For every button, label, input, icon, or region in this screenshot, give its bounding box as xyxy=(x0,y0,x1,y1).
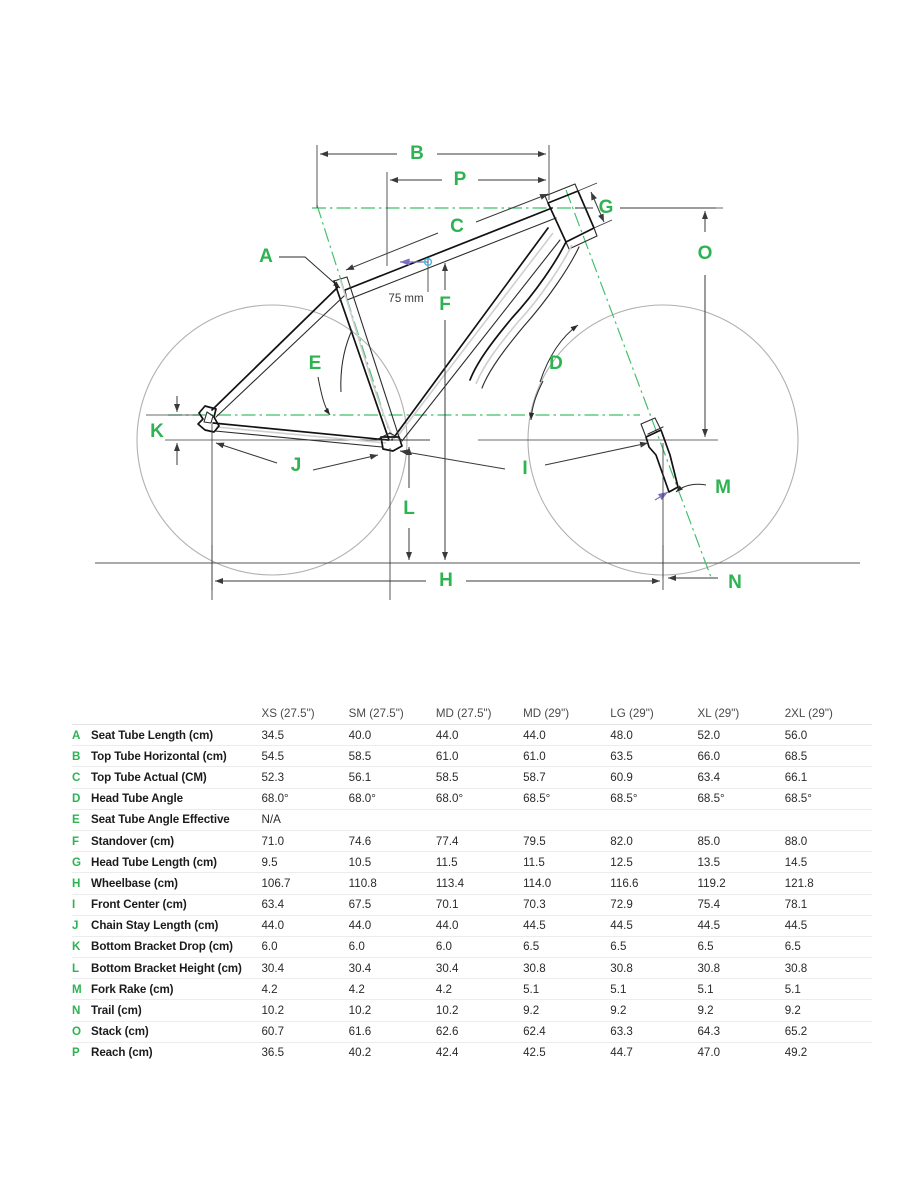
cell: 68.5° xyxy=(785,788,872,809)
dim-label-N: N xyxy=(728,572,742,594)
table-row xyxy=(72,830,872,851)
cell: 52.3 xyxy=(261,767,348,788)
row-label-i: Front Center (cm) xyxy=(91,894,261,915)
row-key-f: F xyxy=(72,830,91,851)
cell: 113.4 xyxy=(436,873,523,894)
cell: 9.2 xyxy=(610,1000,697,1021)
row-label-d: Head Tube Angle xyxy=(91,788,261,809)
e-arc xyxy=(341,330,352,392)
cell: 58.7 xyxy=(523,767,610,788)
row-label-a: Seat Tube Length (cm) xyxy=(91,725,261,746)
row-label-l: Bottom Bracket Height (cm) xyxy=(91,958,261,979)
cell: 40.0 xyxy=(349,725,436,746)
cell: 14.5 xyxy=(785,852,872,873)
g-ext-bottom xyxy=(594,220,612,228)
fork-leg-rear-edge xyxy=(482,247,579,388)
cell: 63.4 xyxy=(697,767,784,788)
geometry-table-container xyxy=(0,692,900,1063)
cell: 13.5 xyxy=(697,852,784,873)
dim-label-F: F xyxy=(439,294,451,316)
cell: 36.5 xyxy=(261,1046,285,1060)
column-header-xs-275: XS (27.5") xyxy=(261,692,348,725)
table-row xyxy=(72,873,872,894)
chain-stay xyxy=(213,423,388,440)
row-key-o: O xyxy=(72,1021,91,1042)
cell: 78.1 xyxy=(785,894,872,915)
cell: 66.1 xyxy=(785,767,872,788)
annotation-75mm: 75 mm xyxy=(388,293,424,305)
cell: 6.5 xyxy=(697,936,784,957)
cell: 5.1 xyxy=(785,979,872,1000)
d-arc-lower xyxy=(531,381,543,420)
table-row xyxy=(72,788,872,809)
cell: 68.0° xyxy=(261,788,348,809)
cell: 58.5 xyxy=(349,746,436,767)
cell: 49.2 xyxy=(784,1046,808,1060)
cell: 6.0 xyxy=(436,936,523,957)
m-angle-mark xyxy=(655,492,668,500)
cell: 30.4 xyxy=(349,958,436,979)
row-label-p: Reach (cm) xyxy=(91,1046,153,1060)
row-key-a: A xyxy=(72,725,91,746)
rear-dropout xyxy=(198,406,219,432)
head-tube xyxy=(548,191,594,242)
table-header-row xyxy=(72,692,872,725)
table-row xyxy=(72,1000,872,1021)
dim-label-G: G xyxy=(598,197,614,219)
table-row xyxy=(72,746,872,767)
column-header-sm-275: SM (27.5") xyxy=(349,692,436,725)
row-label-h: Wheelbase (cm) xyxy=(91,873,261,894)
cell: 44.5 xyxy=(610,915,697,936)
cell: 6.5 xyxy=(523,936,610,957)
cell: 5.1 xyxy=(610,979,697,1000)
down-tube-lower-edge xyxy=(402,240,560,441)
row-key-j: J xyxy=(72,915,91,936)
i-dim-right xyxy=(545,443,648,465)
row-key-p: P xyxy=(72,1046,80,1060)
cell: 88.0 xyxy=(785,830,872,851)
cell: 70.1 xyxy=(436,894,523,915)
cell: N/A xyxy=(261,809,348,830)
cell: 44.0 xyxy=(436,915,523,936)
row-label-b: Top Tube Horizontal (cm) xyxy=(91,746,261,767)
cell: 9.5 xyxy=(261,852,348,873)
cell: 62.4 xyxy=(523,1021,610,1042)
cell: 48.0 xyxy=(610,725,697,746)
cell: 60.9 xyxy=(610,767,697,788)
cell: 54.5 xyxy=(261,746,348,767)
row-label-n: Trail (cm) xyxy=(91,1000,261,1021)
row-label-k: Bottom Bracket Drop (cm) xyxy=(91,936,261,957)
cell: 10.2 xyxy=(261,1000,348,1021)
row-label-m: Fork Rake (cm) xyxy=(91,979,261,1000)
cell: 67.5 xyxy=(349,894,436,915)
table-row xyxy=(72,936,872,957)
dim-label-A: A xyxy=(259,246,273,268)
table-row xyxy=(72,979,872,1000)
table-row xyxy=(72,915,872,936)
cell: 5.1 xyxy=(523,979,610,1000)
table-row xyxy=(72,725,872,746)
cell: 110.8 xyxy=(349,873,436,894)
dim-label-K: K xyxy=(150,421,164,443)
cell: 44.0 xyxy=(349,915,436,936)
row-key-g: G xyxy=(72,852,91,873)
cell: 4.2 xyxy=(261,979,348,1000)
front-dropout xyxy=(646,430,678,492)
cell: 42.5 xyxy=(523,1046,546,1060)
cell: 63.3 xyxy=(610,1021,697,1042)
row-key-c: C xyxy=(72,767,91,788)
row-key-m: M xyxy=(72,979,91,1000)
cell: 44.5 xyxy=(785,915,872,936)
cell: 44.0 xyxy=(523,725,610,746)
cell: 30.8 xyxy=(697,958,784,979)
cell: 10.2 xyxy=(436,1000,523,1021)
cell: 30.4 xyxy=(261,958,348,979)
cell: 119.2 xyxy=(697,873,784,894)
cell: 40.2 xyxy=(348,1046,372,1060)
table-row xyxy=(72,1042,872,1063)
seat-tube-ghost xyxy=(340,279,394,440)
j-dim-line xyxy=(216,443,277,463)
cell: 12.5 xyxy=(610,852,697,873)
cell: 9.2 xyxy=(523,1000,610,1021)
cell: 61.0 xyxy=(523,746,610,767)
cell: 106.7 xyxy=(261,873,348,894)
cell: 71.0 xyxy=(261,830,348,851)
cell: 70.3 xyxy=(523,894,610,915)
dim-label-O: O xyxy=(697,243,713,265)
g-ext-top xyxy=(578,183,597,191)
dim-label-E: E xyxy=(308,353,322,375)
dim-label-M: M xyxy=(715,477,731,499)
cell: 61.6 xyxy=(349,1021,436,1042)
row-label-j: Chain Stay Length (cm) xyxy=(91,915,261,936)
cell: 34.5 xyxy=(261,725,348,746)
cell: 64.3 xyxy=(697,1021,784,1042)
cell: 65.2 xyxy=(785,1021,872,1042)
cell: 44.5 xyxy=(523,915,610,936)
dim-label-J: J xyxy=(290,455,302,477)
cell: 10.2 xyxy=(349,1000,436,1021)
column-header-2xl-29: 2XL (29") xyxy=(785,692,872,725)
cell: 77.4 xyxy=(436,830,523,851)
dim-label-I: I xyxy=(522,458,528,480)
cell: 114.0 xyxy=(523,873,610,894)
cell: 6.0 xyxy=(349,936,436,957)
row-label-g: Head Tube Length (cm) xyxy=(91,852,261,873)
header-key-spacer xyxy=(72,692,91,725)
row-key-h: H xyxy=(72,873,91,894)
cell: 9.2 xyxy=(785,1000,872,1021)
cell: 85.0 xyxy=(697,830,784,851)
cell: 6.5 xyxy=(610,936,697,957)
cell: 121.8 xyxy=(785,873,872,894)
geometry-table xyxy=(72,692,872,1063)
cell: 68.5° xyxy=(610,788,697,809)
column-header-md-29: MD (29") xyxy=(523,692,610,725)
cell: 60.7 xyxy=(261,1021,348,1042)
cell: 58.5 xyxy=(436,767,523,788)
cell: 44.5 xyxy=(697,915,784,936)
cell xyxy=(436,809,523,830)
row-key-n: N xyxy=(72,1000,91,1021)
cell: 4.2 xyxy=(349,979,436,1000)
cell: 62.6 xyxy=(436,1021,523,1042)
dim-label-B: B xyxy=(410,143,424,165)
dim-label-H: H xyxy=(439,570,453,592)
cell: 30.8 xyxy=(523,958,610,979)
column-header-lg-29: LG (29") xyxy=(610,692,697,725)
cell: 63.5 xyxy=(610,746,697,767)
cell xyxy=(523,809,610,830)
chain-stay-ghost xyxy=(216,427,386,443)
cell: 6.5 xyxy=(785,936,872,957)
cell: 68.5° xyxy=(523,788,610,809)
cell: 82.0 xyxy=(610,830,697,851)
cell: 11.5 xyxy=(436,852,523,873)
cell: 63.4 xyxy=(261,894,348,915)
row-label-f: Standover (cm) xyxy=(91,830,261,851)
cell: 11.5 xyxy=(523,852,610,873)
cell: 10.5 xyxy=(349,852,436,873)
cell xyxy=(785,809,872,830)
column-header-xl-29: XL (29") xyxy=(697,692,784,725)
cell: 30.8 xyxy=(610,958,697,979)
top-tube xyxy=(345,208,552,290)
cell: 68.0° xyxy=(349,788,436,809)
cell: 44.0 xyxy=(436,725,523,746)
cell: 44.0 xyxy=(261,915,348,936)
table-row xyxy=(72,767,872,788)
steering-axis-centerline xyxy=(566,190,712,580)
cell: 9.2 xyxy=(697,1000,784,1021)
column-header-md-275: MD (27.5") xyxy=(436,692,523,725)
cell: 44.7 xyxy=(610,1046,633,1060)
cell: 52.0 xyxy=(697,725,784,746)
cell: 74.6 xyxy=(349,830,436,851)
cell: 75.4 xyxy=(697,894,784,915)
row-label-c: Top Tube Actual (CM) xyxy=(91,767,261,788)
row-key-e: E xyxy=(72,809,91,830)
cell: 72.9 xyxy=(610,894,697,915)
cell: 68.5 xyxy=(785,746,872,767)
chain-stay-lower-edge xyxy=(215,431,382,447)
row-key-b: B xyxy=(72,746,91,767)
down-tube xyxy=(392,228,548,440)
cell: 30.4 xyxy=(436,958,523,979)
table-body xyxy=(72,725,872,1064)
cell: 5.1 xyxy=(697,979,784,1000)
cell: 47.0 xyxy=(697,1046,721,1060)
rear-dropout-detail xyxy=(204,412,213,423)
row-key-l: L xyxy=(72,958,91,979)
table-row xyxy=(72,852,872,873)
cell: 4.2 xyxy=(436,979,523,1000)
cell: 56.1 xyxy=(349,767,436,788)
dim-label-D: D xyxy=(549,353,563,375)
j-leader xyxy=(313,455,378,470)
table-head xyxy=(72,692,872,725)
dim-label-L: L xyxy=(403,498,415,520)
cell: 79.5 xyxy=(523,830,610,851)
cell xyxy=(610,809,697,830)
cell: 61.0 xyxy=(436,746,523,767)
table-row xyxy=(72,958,872,979)
row-key-d: D xyxy=(72,788,91,809)
table-row xyxy=(72,1021,872,1042)
row-label-e: Seat Tube Angle Effective xyxy=(91,809,261,830)
dim-label-P: P xyxy=(453,169,467,191)
header-measurement-spacer xyxy=(91,692,261,725)
cell: 30.8 xyxy=(785,958,872,979)
cell xyxy=(697,809,784,830)
cell: 116.6 xyxy=(610,873,697,894)
cell: 66.0 xyxy=(697,746,784,767)
row-key-i: I xyxy=(72,894,91,915)
table-row xyxy=(72,809,872,830)
m-leader xyxy=(676,484,706,492)
row-label-o: Stack (cm) xyxy=(91,1021,261,1042)
cell xyxy=(349,809,436,830)
cell: 42.4 xyxy=(435,1046,459,1060)
down-tube-ghost xyxy=(397,233,553,437)
table-row xyxy=(72,894,872,915)
cell: 56.0 xyxy=(785,725,872,746)
row-key-k: K xyxy=(72,936,91,957)
i-dim-left xyxy=(400,451,505,469)
seat-stay-lower-edge xyxy=(216,296,344,417)
c-dim-line xyxy=(346,233,438,270)
cell: 68.5° xyxy=(697,788,784,809)
a-leader xyxy=(279,257,340,288)
cell: 68.0° xyxy=(436,788,523,809)
e-leader xyxy=(318,377,330,415)
cell: 6.0 xyxy=(261,936,348,957)
dim-label-C: C xyxy=(450,216,464,238)
